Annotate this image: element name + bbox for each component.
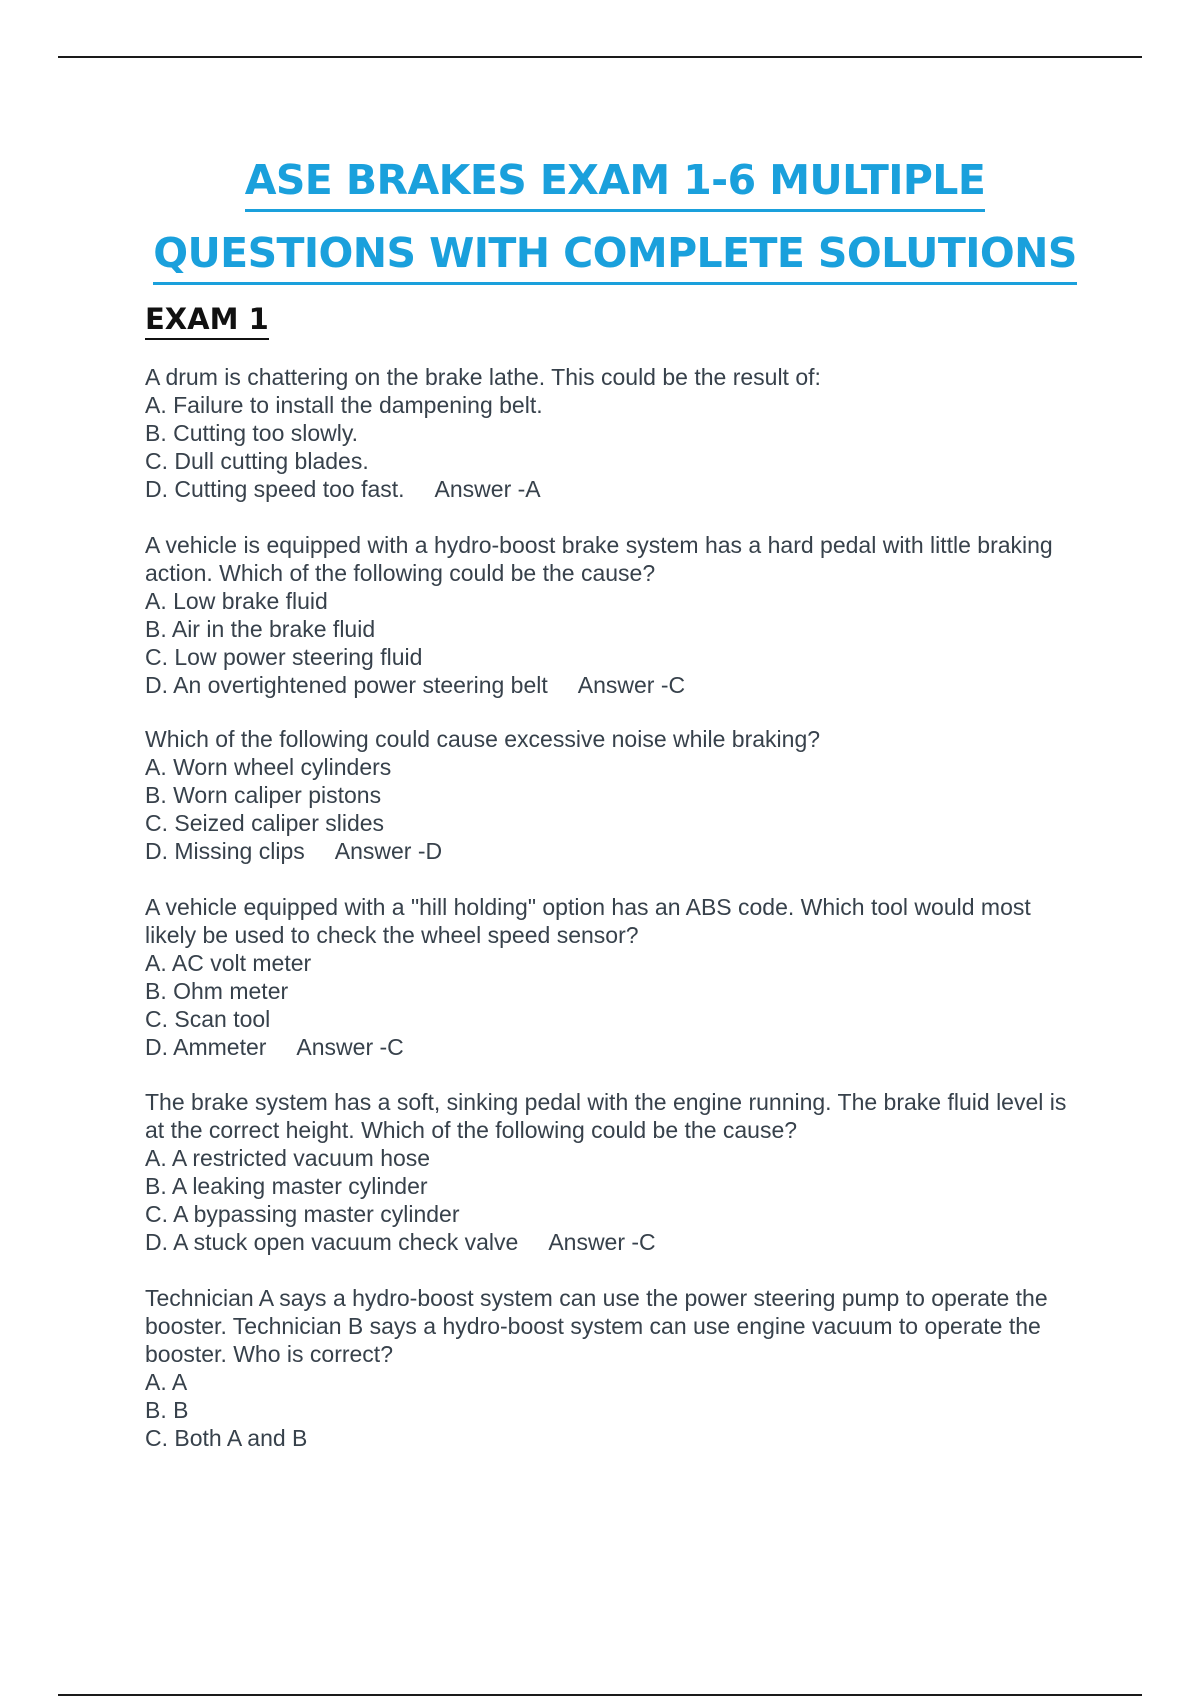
option-c: C. A bypassing master cylinder xyxy=(145,1201,460,1227)
question-stem: A vehicle equipped with a "hill holding" option has an ABS code. Which tool would most likely be used to check the wheel speed sensor? xyxy=(145,894,1031,948)
answer: Answer -C xyxy=(296,1034,404,1060)
top-rule xyxy=(58,56,1142,58)
option-a: A. Low brake fluid xyxy=(145,588,328,614)
option-d-line xyxy=(145,1033,1085,1061)
option-d: D. Ammeter xyxy=(145,1034,267,1060)
question-block xyxy=(145,363,1085,503)
option-b: B. Cutting too slowly. xyxy=(145,420,359,446)
question-stem: A vehicle is equipped with a hydro-boost brake system has a hard pedal with little braking action. Which of the following could be the cause? xyxy=(145,532,1053,586)
question-stem: A drum is chattering on the brake lathe. This could be the result of: xyxy=(145,364,821,390)
answer: Answer -C xyxy=(548,1229,656,1255)
option-b: B. Ohm meter xyxy=(145,978,289,1004)
answer: Answer -D xyxy=(334,838,443,864)
question-block xyxy=(145,531,1085,699)
answer: Answer -A xyxy=(434,476,541,502)
option-d-line xyxy=(145,1228,1085,1256)
option-a: A. Worn wheel cylinders xyxy=(145,754,392,780)
option-b: B. Worn caliper pistons xyxy=(145,782,382,808)
question-stem: The brake system has a soft, sinking pedal with the engine running. The brake fluid level is at the correct height. Which of the following could be the cause? xyxy=(145,1089,1067,1143)
option-d-line xyxy=(145,837,1085,865)
question-stem: Technician A says a hydro-boost system can use the power steering pump to operate the booster. Technician B says a hydro-boost system can use engine vacuum to operate the booster. Who is correct? xyxy=(145,1285,1048,1367)
answer: Answer -C xyxy=(577,672,686,698)
question-stem: Which of the following could cause excessive noise while braking? xyxy=(145,726,821,752)
option-c: C. Seized caliper slides xyxy=(145,810,385,836)
option-a: A. Failure to install the dampening belt. xyxy=(145,392,543,418)
option-c: C. Dull cutting blades. xyxy=(145,448,369,474)
option-d-line xyxy=(145,475,1085,503)
question-block xyxy=(145,1088,1085,1256)
question-block xyxy=(145,893,1085,1061)
option-a: A. A xyxy=(145,1369,188,1395)
option-d: D. An overtightened power steering belt xyxy=(145,672,548,698)
question-block xyxy=(145,725,1085,865)
title-line-1: ASE BRAKES EXAM 1-6 MULTIPLE xyxy=(245,151,985,212)
option-c: C. Scan tool xyxy=(145,1006,271,1032)
option-c: C. Both A and B xyxy=(145,1425,308,1451)
option-b: B. Air in the brake fluid xyxy=(145,616,376,642)
option-b: B. A leaking master cylinder xyxy=(145,1173,428,1199)
option-b: B. B xyxy=(145,1397,189,1423)
exam-heading: EXAM 1 xyxy=(145,300,269,340)
option-d: D. Missing clips xyxy=(145,838,305,864)
option-a: A. AC volt meter xyxy=(145,950,312,976)
document-title xyxy=(0,145,1200,291)
option-c: C. Low power steering fluid xyxy=(145,644,423,670)
option-d-line xyxy=(145,671,1085,699)
question-block xyxy=(145,1284,1085,1452)
option-d: D. A stuck open vacuum check valve xyxy=(145,1229,519,1255)
option-d: D. Cutting speed too fast. xyxy=(145,476,405,502)
option-a: A. A restricted vacuum hose xyxy=(145,1145,431,1171)
title-line-2: QUESTIONS WITH COMPLETE SOLUTIONS xyxy=(153,224,1077,285)
bottom-rule xyxy=(58,1694,1142,1696)
